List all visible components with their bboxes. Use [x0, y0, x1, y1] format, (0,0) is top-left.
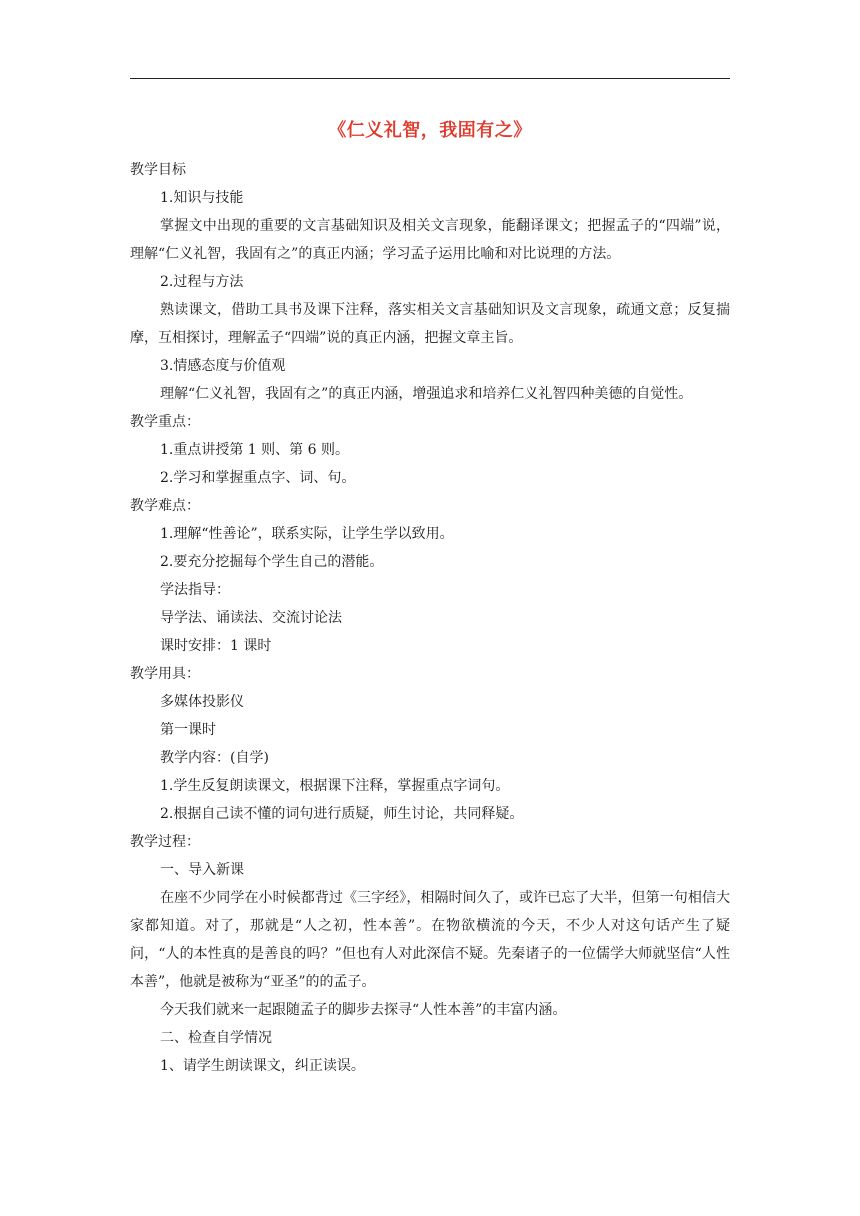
body-line: 第一课时	[160, 722, 216, 738]
section-heading: 教学用具：	[130, 666, 200, 682]
body-line: 1.学生反复朗读课文，根据课下注释，掌握重点字词句。	[160, 778, 510, 794]
body-paragraph: 掌握文中出现的重要的文言基础知识及相关文言现象，能翻译课文；把握孟子的“四端”说，理解“仁义礼智，我固有之”的真正内涵；学习孟子运用比喻和对比说理的方法。	[130, 218, 730, 262]
body-line: 多媒体投影仪	[160, 694, 244, 710]
body-line: 教学内容：(自学)	[160, 750, 269, 766]
body-line: 1.知识与技能	[160, 190, 244, 206]
body-line: 2.学习和掌握重点字、词、句。	[160, 470, 356, 486]
body-line: 1.理解“性善论”，联系实际，让学生学以致用。	[160, 526, 454, 542]
body-line: 二、检查自学情况	[160, 1030, 272, 1046]
section-heading: 教学重点：	[130, 414, 200, 430]
body-line: 3.情感态度与价值观	[160, 358, 286, 374]
section-heading: 教学过程：	[130, 834, 200, 850]
header-rule	[130, 78, 730, 79]
body-line: 导学法、诵读法、交流讨论法	[160, 610, 342, 626]
body-paragraph: 理解“仁义礼智，我固有之”的真正内涵，增强追求和培养仁义礼智四种美德的自觉性。	[160, 386, 693, 402]
body-line: 2.根据自己读不懂的词句进行质疑，师生讨论，共同释疑。	[160, 806, 524, 822]
section-heading: 教学目标	[130, 162, 186, 178]
body-line: 一、导入新课	[160, 862, 244, 878]
body-paragraph: 在座不少同学在小时候都背过《三字经》，相隔时间久了，或许已忘了大半，但第一句相信大家都知道。对了，那就是“人之初，性本善”。在物欲横流的今天，不少人对这句话产生了疑问，“人的本性真的是善良的吗？”但也有人对此深信不疑。先秦诸子的一位儒学大师就坚信“人性本善”，他就是被称为“亚圣”的的孟子。	[130, 890, 730, 990]
body-line: 学法指导：	[160, 582, 230, 598]
body-line: 课时安排：1 课时	[160, 638, 272, 654]
body-line: 2.要充分挖掘每个学生自己的潜能。	[160, 554, 384, 570]
document-title: 《仁义礼智，我固有之》	[328, 120, 532, 141]
section-heading: 教学难点：	[130, 498, 200, 514]
body-line: 1、请学生朗读课文，纠正读误。	[160, 1058, 365, 1074]
body-line: 2.过程与方法	[160, 274, 244, 290]
document-body	[130, 156, 730, 1080]
body-line: 1.重点讲授第 1 则、第 6 则。	[160, 442, 349, 458]
body-paragraph: 今天我们就来一起跟随孟子的脚步去探寻“人性本善”的丰富内涵。	[160, 1002, 567, 1018]
body-paragraph: 熟读课文，借助工具书及课下注释，落实相关文言基础知识及文言现象，疏通文意；反复揣摩，互相探讨，理解孟子“四端”说的真正内涵，把握文章主旨。	[130, 302, 730, 346]
